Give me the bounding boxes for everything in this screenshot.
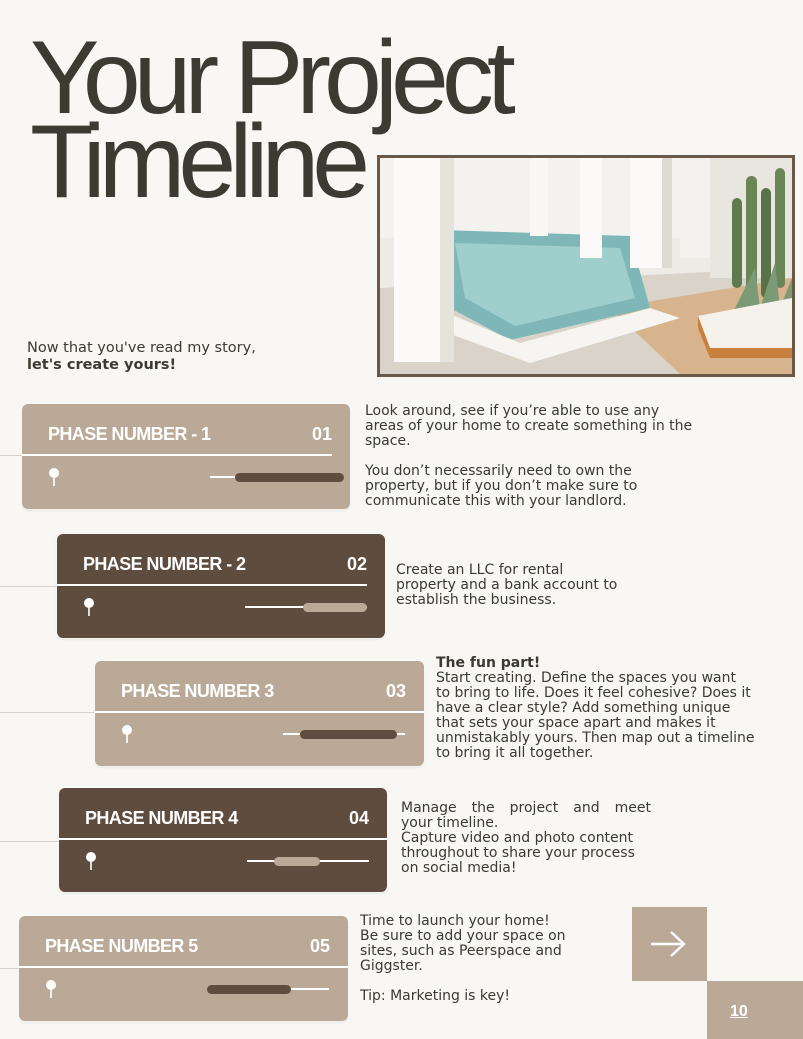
intro-text <box>27 340 256 374</box>
phase-name: PHASE NUMBER 5 <box>45 936 198 956</box>
desc-line: throughout to share your process <box>401 845 635 861</box>
desc-line: Tip: Marketing is key! <box>360 988 511 1004</box>
desc-line: unmistakably yours. Then map out a timeline <box>436 730 755 746</box>
desc-line: Giggster. <box>360 958 423 974</box>
guide-line <box>0 455 22 456</box>
desc-line: Time to launch your home! <box>360 913 550 929</box>
desc-line: Be sure to add your space on <box>360 928 566 944</box>
desc-line: Look around, see if you’re able to use any <box>365 403 660 419</box>
pool-courtyard-photo <box>377 155 795 377</box>
phase-divider <box>57 584 367 586</box>
phase-card-2 <box>57 534 385 638</box>
desc-line: your timeline. <box>401 815 499 831</box>
desc-line: establish the business. <box>396 592 557 608</box>
phase-card-5 <box>19 916 348 1021</box>
desc-line: to bring to life. Does it feel cohesive? Does it <box>436 685 751 701</box>
phase-number: 02 <box>346 554 367 574</box>
phase-divider <box>22 454 332 456</box>
guide-line <box>0 841 60 842</box>
phase-divider <box>19 966 348 968</box>
phase-desc-1 <box>365 404 692 509</box>
desc-line: space. <box>365 433 411 449</box>
desc-line: You don’t necessarily need to own the <box>365 463 632 479</box>
page-number[interactable]: 10 <box>730 1003 748 1020</box>
progress-bar <box>274 857 320 866</box>
phase-card-1 <box>22 404 350 509</box>
desc-line: that sets your space apart and makes it <box>436 715 716 731</box>
phase-desc-5 <box>360 914 566 1004</box>
desc-line: Create an LLC for rental <box>396 562 564 578</box>
intro-line-2: let's create yours! <box>27 357 177 373</box>
location-pin-icon <box>48 467 60 487</box>
desc-line: communicate this with your landlord. <box>365 493 627 509</box>
desc-line: areas of your home to create something in the <box>365 418 693 434</box>
desc-line: Capture video and photo content <box>401 830 634 846</box>
progress-bar <box>235 473 344 482</box>
progress-bar <box>303 603 367 612</box>
next-page-button[interactable] <box>632 907 707 981</box>
guide-line <box>0 968 20 969</box>
phase-name: PHASE NUMBER 3 <box>121 681 274 701</box>
desc-line: to bring it all together. <box>436 745 594 761</box>
phase-card-3 <box>95 661 424 766</box>
phase-name: PHASE NUMBER 4 <box>85 808 238 828</box>
arrow-right-icon <box>649 929 689 959</box>
phase-name: PHASE NUMBER - 2 <box>83 554 246 574</box>
phase-number: 01 <box>311 424 332 444</box>
intro-line-1: Now that you've read my story, <box>27 340 256 356</box>
guide-line <box>0 712 95 713</box>
phase-desc-2 <box>396 563 617 608</box>
location-pin-icon <box>121 724 133 744</box>
phase-desc-4 <box>401 801 651 876</box>
desc-line: have a clear style? Add something unique <box>436 700 731 716</box>
page-title-line-1: Your Project <box>30 20 509 136</box>
desc-heading: The fun part! <box>436 655 541 671</box>
phase-name: PHASE NUMBER - 1 <box>48 424 211 444</box>
guide-line <box>0 586 57 587</box>
page-number-box <box>707 981 803 1039</box>
phase-divider <box>59 838 387 840</box>
location-pin-icon <box>45 979 57 999</box>
page-title-line-2: Timeline <box>30 104 364 220</box>
location-pin-icon <box>85 851 97 871</box>
phase-number: 03 <box>385 681 406 701</box>
phase-desc-3 <box>436 656 754 761</box>
progress-bar <box>207 985 291 994</box>
desc-line: on social media! <box>401 860 517 876</box>
progress-bar <box>300 730 397 739</box>
desc-line: property, but if you don’t make sure to <box>365 478 638 494</box>
phase-number: 05 <box>309 936 330 956</box>
phase-divider <box>95 711 424 713</box>
desc-line: Manage the project and meet <box>401 800 651 816</box>
phase-card-4 <box>59 788 387 892</box>
desc-line: Start creating. Define the spaces you want <box>436 670 736 686</box>
desc-line: property and a bank account to <box>396 577 618 593</box>
desc-line: sites, such as Peerspace and <box>360 943 562 959</box>
location-pin-icon <box>83 597 95 617</box>
phase-number: 04 <box>348 808 369 828</box>
